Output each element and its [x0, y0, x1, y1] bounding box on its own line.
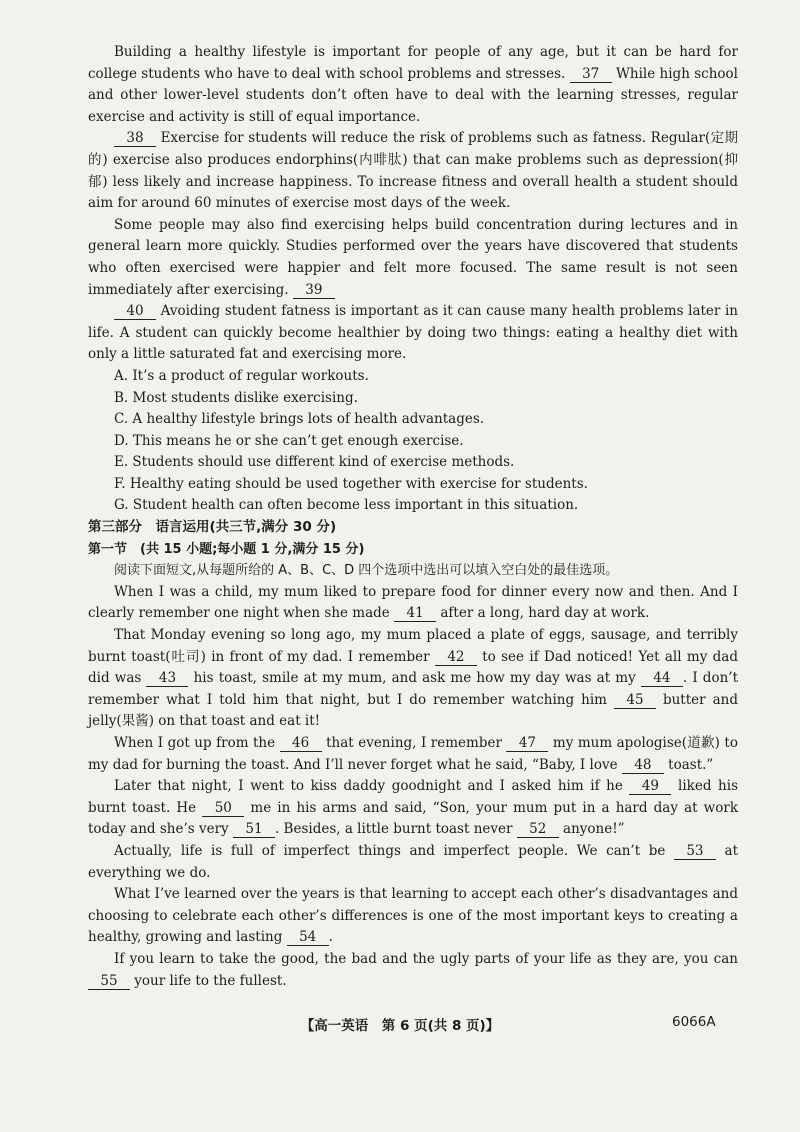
blank-51: 51 [233, 821, 275, 838]
paragraph: 40 Avoiding student fatness is important as it can cause many health problems later in life. A student can quickly become healthier by doing two things: eating a healthy diet with only a little saturated fat and exercising more. [88, 303, 738, 363]
blank-50: 50 [202, 800, 244, 817]
option-a: A. It’s a product of regular workouts. [114, 367, 369, 384]
blank-52: 52 [517, 821, 559, 838]
paper-code: 6066A [672, 1014, 716, 1030]
blank-54: 54 [287, 929, 329, 946]
exam-page [88, 40, 738, 992]
paragraph: Actually, life is full of imperfect things and imperfect people. We can’t be 53 at everything we do. [88, 842, 738, 881]
blank-43: 43 [146, 670, 188, 687]
option-e: E. Students should use different kind of exercise methods. [114, 454, 515, 471]
blank-46: 46 [280, 735, 322, 752]
blank-48: 48 [622, 757, 664, 774]
blank-40: 40 [114, 303, 156, 320]
blank-55: 55 [88, 973, 130, 990]
paragraph: When I was a child, my mum liked to prepare food for dinner every now and then. And I clearly remember one night when she made 41 after a long, hard day at work. [88, 583, 738, 622]
paragraph: If you learn to take the good, the bad and the ugly parts of your life as they are, you can 55 your life to the fullest. [88, 949, 738, 992]
paragraph: Some people may also find exercising helps build concentration during lectures and in general learn more quickly. Studies performed over the years have discovered that students who often exercised were happier and felt more focused. The same result is not seen immediately after exercising. 39 [88, 216, 738, 298]
paragraph: What I’ve learned over the years is that learning to accept each other’s disadvantages and choosing to celebrate each other’s differences is one of the most important keys to creating a healthy, growing and lasting 54 . [88, 886, 738, 946]
option-b: B. Most students dislike exercising. [114, 389, 358, 406]
blank-47: 47 [506, 735, 548, 752]
blank-44: 44 [641, 670, 683, 687]
section-title: 第三部分 语言运用(共三节,满分 30 分) [88, 519, 337, 536]
paragraph: Building a healthy lifestyle is important for people of any age, but it can be hard for college students who have to deal with school problems and stresses. 37 While high school and other lower-level students don’t often have to deal with the learning stresses, regular exercise and activity is still of equal importance. [88, 44, 738, 125]
blank-38: 38 [114, 130, 156, 147]
page-footer: 【高一英语 第 6 页(共 8 页)】 [300, 1018, 500, 1034]
paragraph: That Monday evening so long ago, my mum placed a plate of eggs, sausage, and terribly burnt toast(吐司) in front of my dad. I remember 42 to see if Dad noticed! Yet all my dad did was 43 his toast, smile at my mum, and ask me how my day was at my 44 . I don’t remember what I told him that night, but I do remember watching him 45 butter and jelly(果酱) on that toast and eat it! [88, 627, 738, 730]
blank-42: 42 [435, 649, 477, 666]
blank-41: 41 [394, 605, 436, 622]
section-subtitle: 第一节 (共 15 小题;每小题 1 分,满分 15 分) [88, 541, 365, 557]
option-g: G. Student health can often become less important in this situation. [114, 497, 579, 514]
blank-45: 45 [614, 692, 656, 709]
blank-39: 39 [293, 282, 335, 299]
paragraph: Later that night, I went to kiss daddy goodnight and I asked him if he 49 liked his burnt toast. He 50 me in his arms and said, “Son, your mum put in a hard day at work today and she’s very 51 . Besides, a little burnt toast never 52 anyone!” [88, 778, 738, 838]
paragraph: 38 Exercise for students will reduce the risk of problems such as fatness. Regular(定期的) exercise also produces endorphins(内啡肽) that can make problems such as depression(抑郁) less likely and increase happiness. To increase fitness and overall health a student should aim for around 60 minutes of exercise most days of the week. [88, 130, 738, 212]
option-c: C. A healthy lifestyle brings lots of health advantages. [114, 411, 485, 428]
option-f: F. Healthy eating should be used together with exercise for students. [114, 475, 588, 492]
blank-37: 37 [570, 66, 612, 83]
section-instruction: 阅读下面短文,从每题所给的 A、B、C、D 四个选项中选出可以填入空白处的最佳选项。 [114, 563, 619, 579]
blank-53: 53 [674, 843, 716, 860]
option-d: D. This means he or she can’t get enough exercise. [114, 432, 464, 449]
paragraph: When I got up from the 46 that evening, I remember 47 my mum apologise(道歉) to my dad for burning the toast. And I’ll never forget what he said, “Baby, I love 48 toast.” [88, 735, 738, 773]
blank-49: 49 [629, 778, 671, 795]
